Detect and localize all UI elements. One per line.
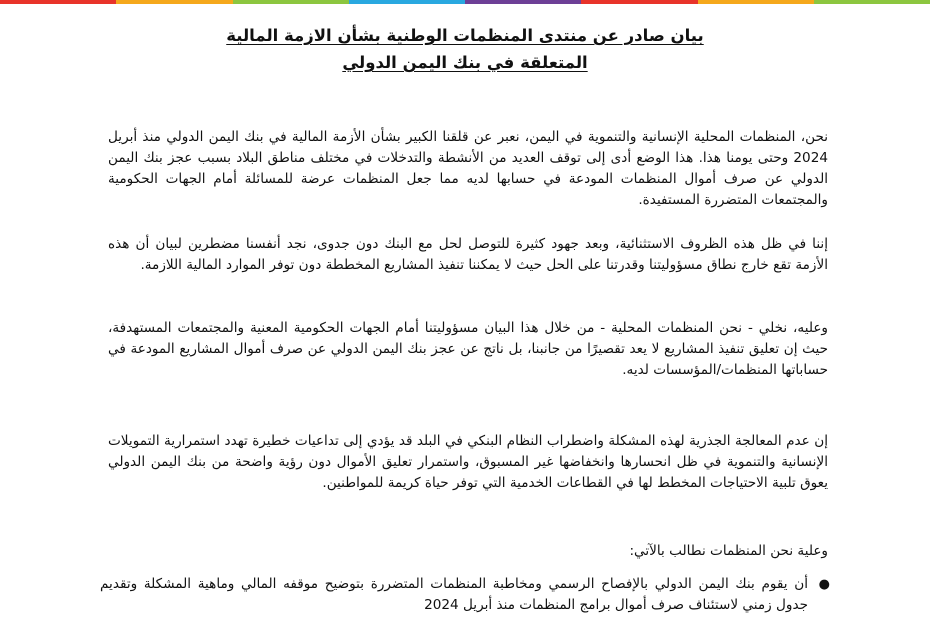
paragraph-disclaimer: وعليه، نخلي - نحن المنظمات المحلية - من خلال هذا البيان مسؤوليتنا أمام الجهات الحكومية المعنية والمجتمعات المستهدفة، حيث إن تعليق تنفيذ المشاريع لا يعد تقصيرًا من جانبنا، بل ناتج عن عجز بنك اليمن الدولي عن صرف أموال المشاريع المودعة في حساباتها المنظمات/المؤسسات لديه. bbox=[108, 320, 828, 378]
title-line-2: المتعلقة في بنك اليمن الدولي bbox=[342, 53, 588, 72]
demands-list bbox=[100, 574, 830, 616]
paragraph-circumstances: إننا في ظل هذه الظروف الاستثنائية، وبعد جهود كثيرة للتوصل لحل مع البنك دون جدوى، نجد أنفسنا مضطرين لبيان أن هذه الأزمة تقع خارج نطاق مسؤوليتنا وقدرتنا على الحل حيث لا يمكننا تنفيذ المشاريع المخططة دون توفر الموارد المالية اللازمة. bbox=[108, 236, 828, 273]
document-title bbox=[150, 22, 780, 76]
list-item-text: أن يقوم بنك اليمن الدولي بالإفصاح الرسمي ومخاطبة المنظمات المتضررة بتوضيح موقفه المالي وماهية المشكلة وتقديم جدول زمني لاستئناف صرف أموال برامج المنظمات منذ أبريل 2024 bbox=[100, 576, 808, 613]
list-item bbox=[100, 574, 830, 616]
paragraph-consequences: إن عدم المعالجة الجذرية لهذه المشكلة واضطراب النظام البنكي في البلد قد يؤدي إلى تداعيات خطيرة تهدد استمرارية التمويلات الإنسانية والتنموية في ظل انحسارها وانخفاضها غير المسبوق، واستمرار تعليق الأموال دون رؤية واضحة من بنك اليمن الدولي يعوق تلبية الاحتياجات المخطط لها في القطاعات الخدمية التي توفر حياة كريمة للمواطنين. bbox=[108, 433, 828, 491]
bullet-icon: ● bbox=[818, 577, 830, 592]
paragraph-demands-intro: وعلية نحن المنظمات نطالب بالآتي: bbox=[629, 543, 828, 559]
title-line-1: بيان صادر عن منتدى المنظمات الوطنية بشأن الازمة المالية bbox=[226, 26, 704, 45]
paragraph-concern: نحن، المنظمات المحلية الإنسانية والتنموية في اليمن، نعبر عن قلقنا الكبير بشأن الأزمة المالية في بنك اليمن الدولي منذ أبريل 2024 وحتى يومنا هذا. هذا الوضع أدى إلى توقف العديد من الأنشطة والتدخلات في مختلف مناطق البلاد بسبب عجز بنك اليمن الدولي عن صرف أموال المنظمات المودعة في حسابها لديه مما جعل المنظمات عرضة للمسائلة أمام الجهات الحكومية والمجتمعات المتضررة المستفيدة. bbox=[108, 129, 828, 208]
